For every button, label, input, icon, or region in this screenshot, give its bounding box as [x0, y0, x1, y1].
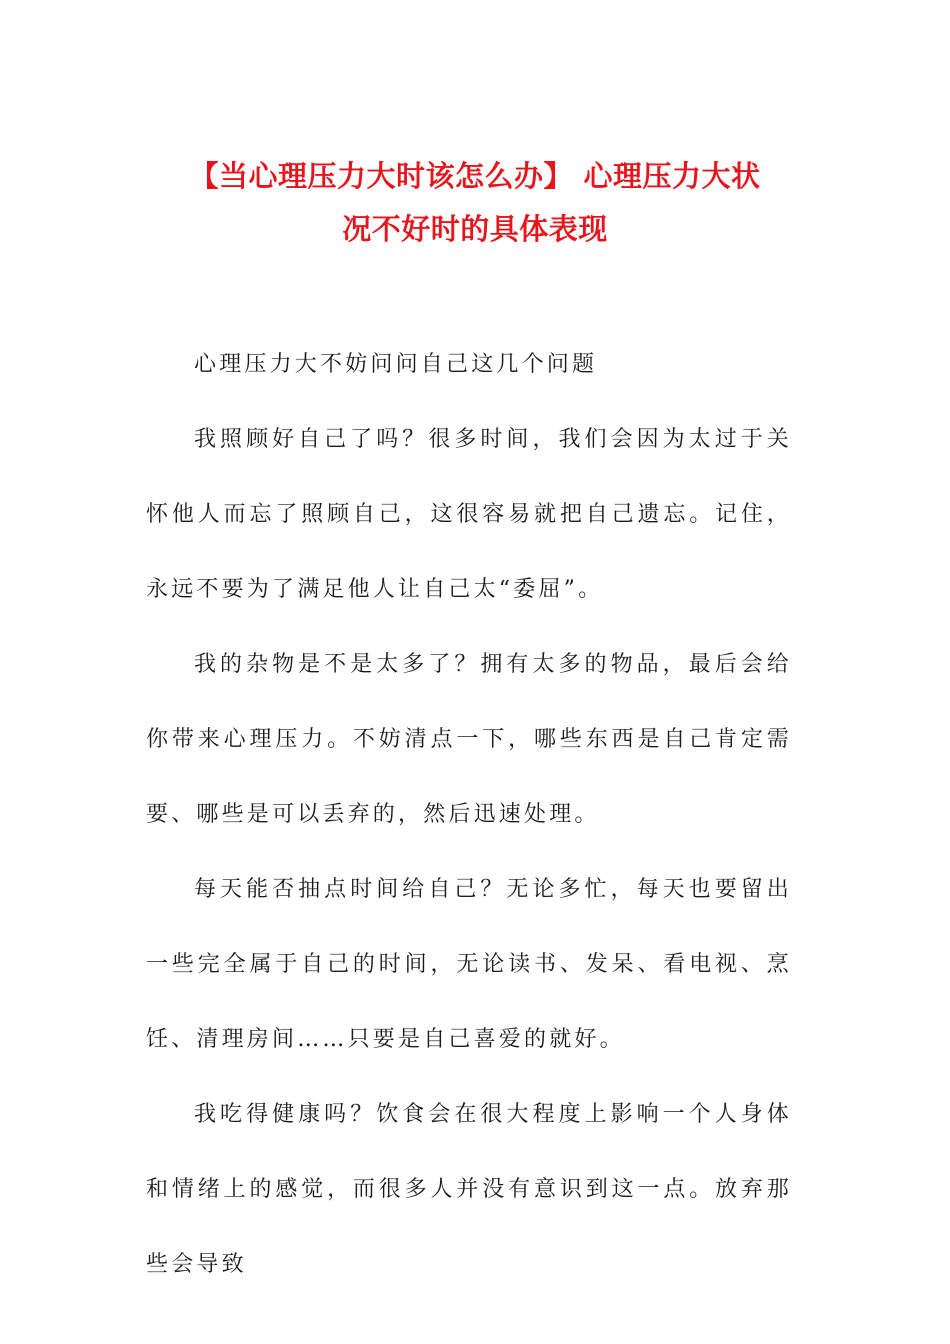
paragraph-me-time: 每天能否抽点时间给自己？无论多忙，每天也要留出一些完全属于自己的时间，无论读书、发呆、看电视、烹饪、清理房间……只要是自己喜爱的就好。 — [146, 877, 792, 1052]
title-line-1: 【当心理压力大时该怎么办】 心理压力大状 — [189, 159, 761, 193]
paragraph-diet: 我吃得健康吗？饮食会在很大程度上影响一个人身体和情绪上的感觉，而很多人并没有意识到这一点。放弃那些会导致 — [146, 1102, 792, 1277]
title-line-2: 况不好时的具体表现 — [342, 212, 608, 246]
paragraph-intro: 心理压力大不妨问问自己这几个问题 — [194, 352, 598, 377]
document-title — [100, 150, 850, 256]
paragraph-clutter: 我的杂物是不是太多了？拥有太多的物品，最后会给你带来心理压力。不妨清点一下，哪些东西是自己肯定需要、哪些是可以丢弃的，然后迅速处理。 — [146, 652, 792, 827]
paragraph-self-care: 我照顾好自己了吗？很多时间，我们会因为太过于关怀他人而忘了照顾自己，这很容易就把自己遗忘。记住，永远不要为了满足他人让自己太“委屈”。 — [146, 427, 792, 602]
document-body — [146, 327, 792, 1302]
